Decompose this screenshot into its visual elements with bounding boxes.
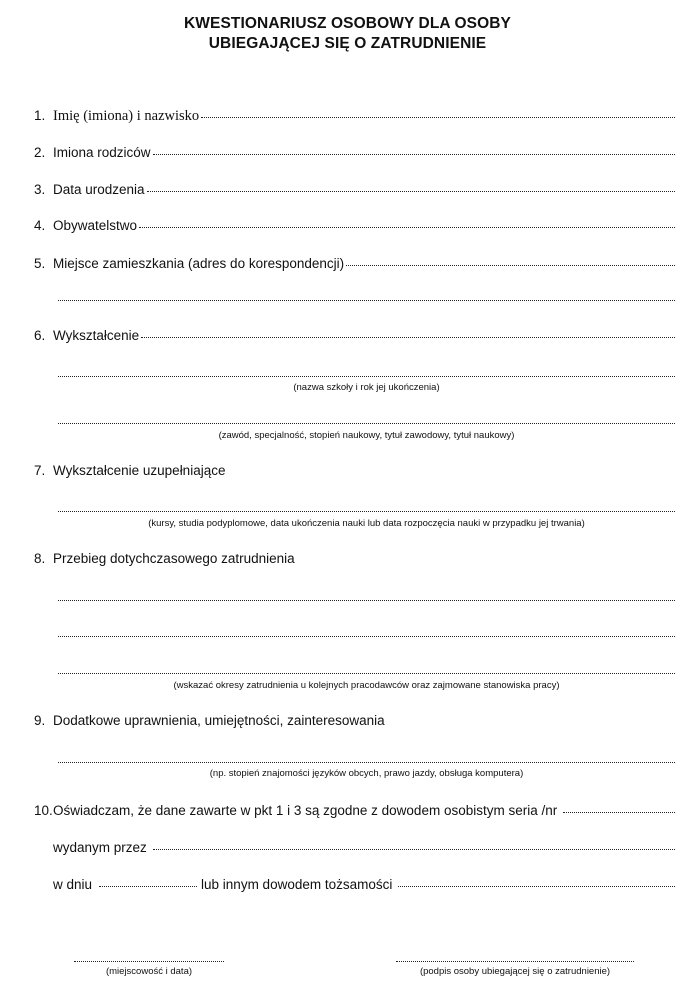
field-education [34, 328, 675, 343]
hint-additional-education: (kursy, studia podyplomowe, data ukończenia nauki lub data rozpoczęcia nauki w przypadku jej trwania) [148, 518, 585, 529]
field-label-birthdate: Data urodzenia [53, 182, 145, 197]
item-number: 1. [34, 108, 46, 123]
form-title-line2: UBIEGAJĄCEJ SIĘ O ZATRUDNIENIE [208, 35, 487, 52]
field-label-issued-by: wydanym przez [53, 840, 147, 855]
field-birthdate [34, 182, 675, 197]
input-citizenship[interactable] [139, 226, 675, 228]
field-issue-date [53, 877, 675, 892]
input-education[interactable] [141, 336, 675, 338]
field-label-on-day: w dniu [53, 877, 93, 892]
input-issued-by[interactable] [153, 848, 675, 850]
item-number: 7. [34, 463, 46, 478]
item-number: 6. [34, 328, 46, 343]
hint-employment: (wskazać okresy zatrudnienia u kolejnych pracodawców oraz zajmowane stanowiska pracy) [173, 680, 560, 691]
input-issue-date[interactable] [99, 885, 197, 887]
field-label-other-id: lub innym dowodem tożsamości [201, 877, 393, 892]
input-education-school[interactable] [58, 376, 675, 377]
field-employment [34, 551, 675, 566]
input-id-series[interactable] [563, 811, 675, 813]
input-additional-education[interactable] [58, 511, 675, 512]
input-other-id[interactable] [398, 885, 675, 887]
item-number: 9. [34, 713, 46, 728]
field-label-declaration: Oświadczam, że dane zawarte w pkt 1 i 3 są zgodne z dowodem osobistym seria /nr [53, 803, 558, 818]
item-number: 10. [34, 803, 53, 818]
hint-skills: (np. stopień znajomości języków obcych, prawo jazdy, obsługa komputera) [209, 768, 524, 779]
field-label-address: Miejsce zamieszkania (adres do korespondencji) [53, 256, 345, 271]
form-title [0, 14, 695, 54]
signature-line[interactable] [396, 961, 634, 962]
input-skills[interactable] [58, 762, 675, 763]
field-address [34, 256, 675, 271]
item-number: 8. [34, 551, 46, 566]
field-name [34, 108, 675, 125]
input-address-line2[interactable] [58, 300, 675, 301]
item-number: 2. [34, 145, 46, 160]
item-number: 5. [34, 256, 46, 271]
field-label-education: Wykształcenie [53, 328, 140, 343]
item-number: 3. [34, 182, 46, 197]
input-employment-line3[interactable] [58, 673, 675, 674]
field-skills [34, 713, 675, 728]
field-additional-education [34, 463, 675, 478]
input-education-profession[interactable] [58, 423, 675, 424]
input-name[interactable] [201, 116, 675, 118]
field-label-parents: Imiona rodziców [53, 145, 151, 160]
field-issued-by [53, 840, 675, 855]
field-declaration [34, 803, 675, 818]
field-label-skills: Dodatkowe uprawnienia, umiejętności, zainteresowania [53, 713, 385, 728]
form-title-line1: KWESTIONARIUSZ OSOBOWY DLA OSOBY [184, 15, 511, 32]
field-citizenship [34, 218, 675, 233]
place-date-line[interactable] [74, 961, 224, 962]
field-label-citizenship: Obywatelstwo [53, 218, 138, 233]
input-employment-line1[interactable] [58, 600, 675, 601]
hint-signature: (podpis osoby ubiegającej się o zatrudnienie) [419, 966, 611, 977]
field-label-additional-education: Wykształcenie uzupełniające [53, 463, 226, 478]
input-parents[interactable] [153, 153, 675, 155]
hint-place-date: (miejscowość i data) [105, 966, 193, 977]
hint-profession: (zawód, specjalność, stopień naukowy, tytuł zawodowy, tytuł naukowy) [218, 430, 515, 441]
input-employment-line2[interactable] [58, 636, 675, 637]
field-label-name: Imię (imiona) i nazwisko [53, 108, 200, 124]
field-label-employment: Przebieg dotychczasowego zatrudnienia [53, 551, 295, 566]
field-parents [34, 145, 675, 160]
item-number: 4. [34, 218, 46, 233]
input-address[interactable] [346, 264, 675, 266]
hint-school: (nazwa szkoły i rok jej ukończenia) [293, 382, 440, 393]
input-birthdate[interactable] [147, 190, 675, 192]
